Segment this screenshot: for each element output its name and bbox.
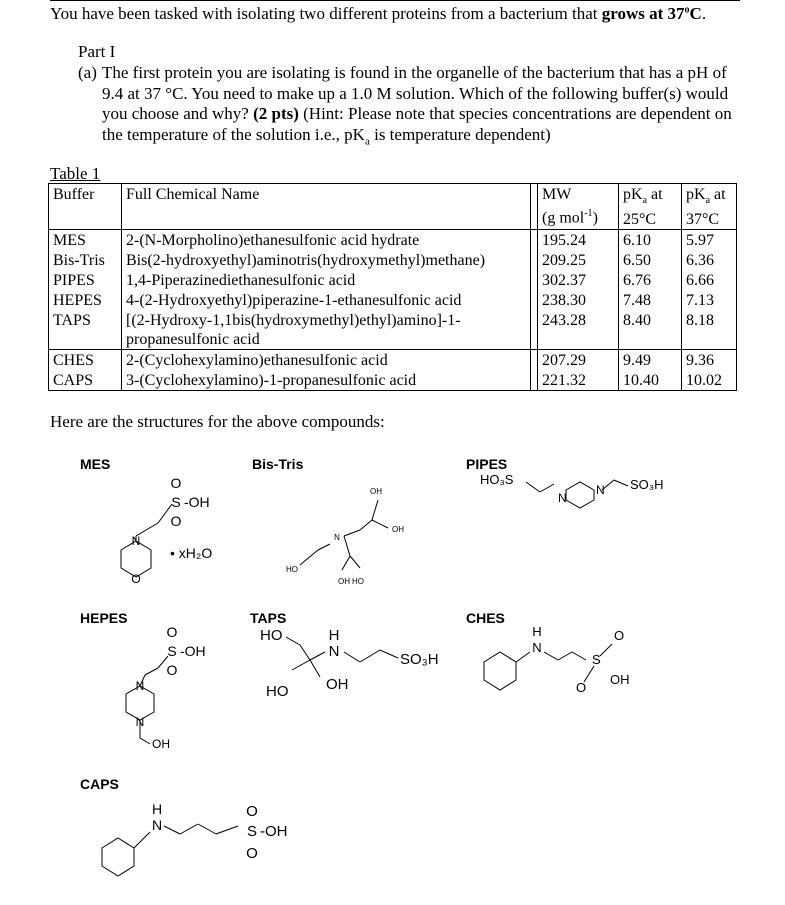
cell-name: 4-(2-Hydroxyethyl)piperazine-1-ethanesulfonic acid — [122, 290, 531, 310]
cell-pka37: 5.97 — [682, 230, 737, 251]
cell-buffer: MES — [49, 230, 122, 251]
question-a: (a) The first protein you are isolating is found in the organelle of the bacterium that has a pH of 9.4 at 37 °C. You need to make up a 1.0 M solution. Which of the following buffer(s) would you choose and why? (2 pts) (Hint: Please note that species concentrations are dependent on the temperature of the solution i.e., $pK_a$ is temperature dependent) — [78, 63, 732, 147]
cell-pka37: 6.66 — [682, 270, 737, 290]
cell-mw: 209.25 — [538, 250, 619, 270]
table-caption: Table 1 — [50, 164, 101, 183]
structures-caption: Here are the structures for the above compounds: — [50, 412, 385, 431]
hepes-label: HEPES — [80, 610, 128, 626]
cell-mw: 243.28 — [538, 310, 619, 350]
header-name: Full Chemical Name — [122, 184, 531, 230]
svg-text:O: O — [614, 628, 625, 643]
hepes-structure — [126, 656, 168, 744]
mes-structure — [121, 504, 172, 577]
svg-text:N: N — [328, 643, 340, 660]
cell-pka25: 8.40 — [619, 310, 682, 350]
pipes-structure — [526, 480, 628, 508]
pipes-label: PIPES — [466, 456, 508, 472]
svg-text:N: N — [334, 533, 340, 542]
cell-pka25: 7.48 — [619, 290, 682, 310]
intro-text: You have been tasked with isolating two different proteins from a bacterium that grows at 37$^o$C. — [50, 4, 707, 23]
ches-structure — [484, 644, 612, 690]
taps-structure — [286, 637, 398, 677]
mes-label: MES — [80, 456, 111, 472]
svg-text:-OH: -OH — [260, 823, 288, 840]
svg-text:• xH₂O: • xH₂O — [170, 545, 213, 561]
svg-text:N: N — [558, 491, 567, 505]
svg-text:O: O — [246, 803, 258, 820]
cell-mw: 207.29 — [538, 350, 619, 371]
taps-label: TAPS — [250, 610, 287, 626]
svg-text:O: O — [166, 662, 178, 678]
svg-text:S: S — [246, 823, 258, 840]
svg-text:HO: HO — [286, 565, 298, 574]
cell-mw: 221.32 — [538, 370, 619, 391]
cell-buffer: HEPES — [49, 290, 122, 310]
cell-name: Bis(2-hydroxyethyl)aminotris(hydroxymethyl)methane) — [122, 250, 531, 270]
cell-pka25: 6.76 — [619, 270, 682, 290]
svg-text:OH: OH — [370, 487, 382, 496]
svg-text:OH: OH — [392, 525, 404, 534]
svg-text:OH: OH — [610, 672, 630, 687]
bistris-label: Bis-Tris — [252, 456, 304, 472]
cell-name: 3-(Cyclohexylamino)-1-propanesulfonic acid — [122, 370, 531, 391]
cell-mw: 302.37 — [538, 270, 619, 290]
caps-structure — [102, 824, 238, 876]
svg-text:O: O — [170, 513, 182, 529]
caps-label: CAPS — [80, 776, 119, 792]
cell-pka37: 8.18 — [682, 310, 737, 350]
svg-text:S: S — [592, 652, 601, 667]
cell-buffer: Bis-Tris — [49, 250, 122, 270]
cell-name: 1,4-Piperazinediethanesulfonic acid — [122, 270, 531, 290]
cell-pka25: 10.40 — [619, 370, 682, 391]
svg-text:N: N — [151, 817, 163, 833]
cell-pka25: 6.10 — [619, 230, 682, 251]
svg-text:HO₃S: HO₃S — [480, 472, 514, 487]
svg-text:O: O — [166, 624, 178, 640]
cell-pka37: 6.36 — [682, 250, 737, 270]
cell-name: 2-(Cyclohexylamino)ethanesulfonic acid — [122, 350, 531, 371]
svg-text:H: H — [328, 627, 340, 644]
cell-buffer: CAPS — [49, 370, 122, 391]
svg-text:HO: HO — [352, 577, 364, 586]
svg-text:OH: OH — [338, 577, 350, 586]
svg-text:-OH: -OH — [180, 643, 206, 659]
header-pka37: $pK_a$ at 37°C — [682, 184, 737, 230]
svg-text:O: O — [131, 572, 141, 586]
svg-text:O: O — [170, 475, 182, 491]
svg-text:S: S — [171, 494, 181, 510]
svg-text:-OH: -OH — [184, 494, 210, 510]
svg-text:O: O — [576, 680, 587, 695]
question-label: (a) — [78, 63, 97, 82]
part-label: Part I — [78, 42, 116, 61]
svg-text:H: H — [151, 801, 163, 817]
svg-text:OH: OH — [326, 676, 349, 693]
svg-text:OH: OH — [152, 737, 170, 751]
ches-label: CHES — [466, 610, 505, 626]
svg-text:HO: HO — [266, 683, 289, 700]
svg-text:N: N — [596, 483, 605, 497]
cell-mw: 238.30 — [538, 290, 619, 310]
cell-name: 2-(N-Morpholino)ethanesulfonic acid hydrate — [122, 230, 531, 251]
header-pka25: $pK_a$ at 25°C — [619, 184, 682, 230]
cell-pka37: 7.13 — [682, 290, 737, 310]
cell-pka37: 10.02 — [682, 370, 737, 391]
cell-buffer: TAPS — [49, 310, 122, 350]
header-buffer: Buffer — [49, 184, 122, 230]
svg-text:N: N — [131, 534, 141, 548]
svg-text:SO₃H: SO₃H — [400, 651, 439, 668]
bistris-structure — [300, 500, 388, 570]
cell-pka37: 9.36 — [682, 350, 737, 371]
cell-buffer: CHES — [49, 350, 122, 371]
cell-pka25: 6.50 — [619, 250, 682, 270]
svg-text:N: N — [135, 715, 145, 729]
cell-buffer: PIPES — [49, 270, 122, 290]
svg-text:O: O — [246, 845, 258, 862]
header-mw: MW (g mol$^{-1}$) — [538, 184, 619, 230]
svg-text:HO: HO — [260, 627, 283, 644]
cell-name: [(2-Hydroxy-1,1bis(hydroxymethyl)ethyl)amino]-1- propanesulfonic acid — [122, 310, 531, 350]
svg-text:S: S — [167, 643, 177, 659]
cell-pka25: 9.49 — [619, 350, 682, 371]
svg-text:N: N — [532, 640, 542, 655]
svg-text:H: H — [532, 624, 542, 639]
svg-text:SO₃H: SO₃H — [630, 477, 664, 492]
svg-text:N: N — [135, 679, 145, 693]
cell-mw: 195.24 — [538, 230, 619, 251]
